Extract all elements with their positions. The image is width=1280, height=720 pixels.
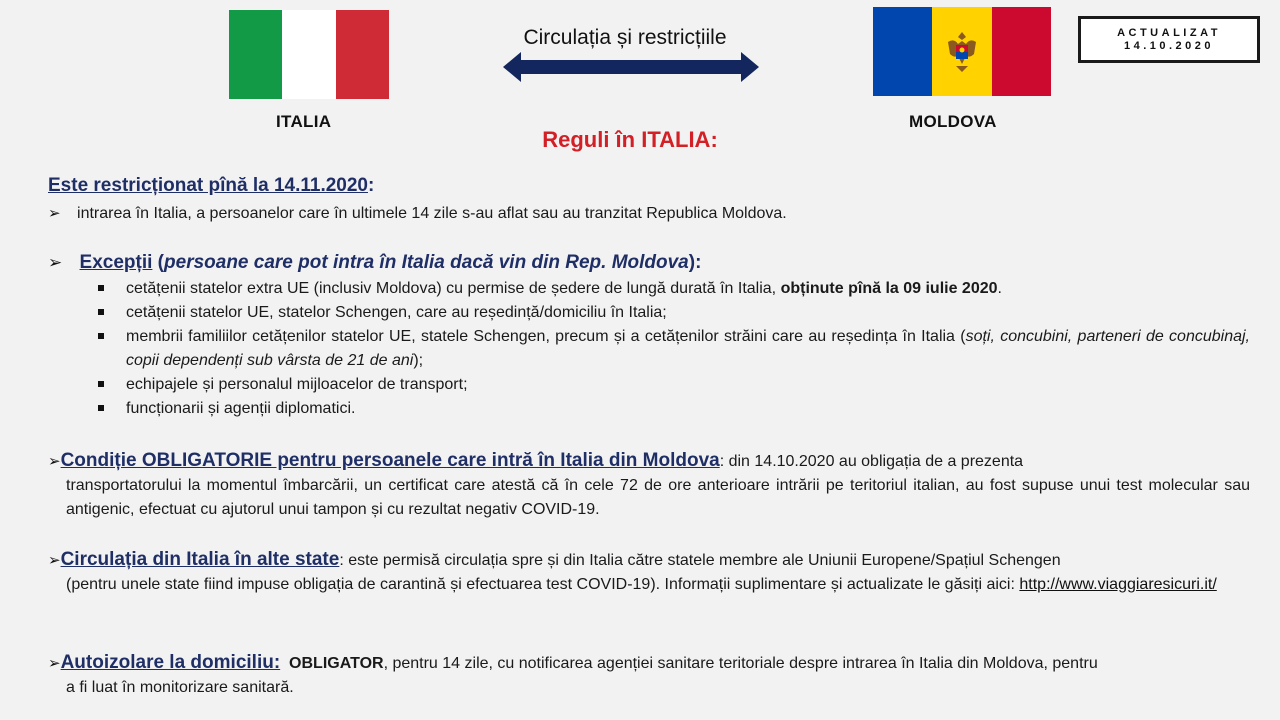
isolation-text-rest: a fi luat în monitorizare sanitară. — [66, 679, 294, 696]
exception-item-text: cetățenii statelor extra UE (inclusiv Moldova) cu permise de ședere de lungă durată în Italia, — [126, 280, 781, 297]
restriction-heading-text: Este restricționat pînă la 14.11.2020 — [48, 175, 369, 196]
italy-flag-white-stripe — [282, 10, 335, 99]
italy-flag-green-stripe — [229, 10, 282, 99]
update-date: 14.10.2020 — [1123, 40, 1215, 52]
list-item — [96, 325, 1250, 373]
circulation-title: Circulația și restricțiile — [523, 26, 727, 49]
arrow-bullet-icon: ➢ — [48, 453, 61, 470]
country-label-italy: ITALIA — [276, 112, 332, 131]
update-label: ACTUALIZAT — [1117, 27, 1221, 39]
exceptions-paren-open: ( — [152, 252, 165, 273]
exception-item-text: membrii familiilor cetățenilor statelor UE, statele Schengen, precum și a cetățenilor străini care au reședința în Italia ( — [126, 328, 966, 345]
circulation-text-rest — [48, 573, 1250, 597]
restriction-heading — [48, 175, 374, 197]
exceptions-heading-text: Excepții — [79, 252, 153, 273]
moldova-coat-of-arms-icon — [944, 28, 980, 76]
country-label-moldova: MOLDOVA — [909, 112, 997, 131]
moldova-flag-yellow-stripe — [932, 7, 991, 96]
exceptions-list — [96, 277, 1250, 421]
isolation-heading: Autoizolare la domiciliu: — [60, 652, 281, 673]
exceptions-subtitle: persoane care pot intra în Italia dacă vin din Rep. Moldova — [164, 252, 689, 273]
list-item — [96, 397, 1250, 421]
isolation-bold: OBLIGATOR — [289, 655, 384, 672]
isolation-paragraph — [48, 651, 1250, 700]
italy-flag — [229, 10, 389, 99]
condition-text-rest: transportatorului la momentul îmbarcării, un certificat care atestă că în cele 72 de ore anterioare intrării pe teritoriul italian, au fost supuse unui test molecular sau antigenic, efectuat cu ajutorul unui tampon și cu rezultat negativ COVID-19. — [66, 477, 1250, 518]
restriction-bullet-text: intrarea în Italia, a persoanelor care în ultimele 14 zile s-au aflat sau au tranzitat Republica Moldova. — [77, 205, 787, 222]
condition-text-first: : din 14.10.2020 au obligația de a prezenta — [719, 453, 1024, 470]
arrow-bullet-icon: ➢ — [48, 655, 61, 672]
circulation-text-rest-body: (pentru unele state fiind impuse obligația de carantină și efectuarea test COVID-19). Informații suplimentare și actualizate le găsiți aici: — [66, 576, 1015, 593]
condition-paragraph — [48, 449, 1250, 522]
exception-item-text: funcționarii și agenții diplomatici. — [126, 400, 356, 417]
restriction-bullet — [48, 204, 787, 223]
italy-flag-red-stripe — [336, 10, 389, 99]
condition-heading: Condiție OBLIGATORIE pentru persoanele care intră în Italia din Moldova — [60, 450, 720, 471]
exception-item-italic: soți, concubini, parteneri de concubinaj, copii dependenți sub vârsta de 21 de ani — [126, 328, 1251, 369]
circulation-paragraph — [48, 548, 1250, 597]
exceptions-paren-close: ): — [688, 252, 702, 273]
exception-item-tail: ); — [413, 352, 424, 369]
exceptions-heading — [48, 252, 701, 274]
arrow-bullet-icon: ➢ — [48, 253, 63, 272]
moldova-flag — [873, 7, 1051, 96]
moldova-flag-red-stripe — [992, 7, 1051, 96]
circulation-heading: Circulația din Italia în alte state — [60, 549, 340, 570]
double-arrow-icon — [503, 52, 759, 82]
moldova-flag-blue-stripe — [873, 7, 932, 96]
isolation-text-first: , pentru 14 zile, cu notificarea agenției sanitare teritoriale despre intrarea în Italia din Moldova, pentru — [383, 655, 1098, 672]
list-item — [96, 301, 1250, 325]
circulation-text-first: : este permisă circulația spre și din Italia către statele membre ale Uniunii Europene/Spațiul Schengen — [339, 552, 1061, 569]
arrow-bullet-icon: ➢ — [48, 205, 61, 222]
rules-title: Reguli în ITALIA: — [542, 127, 718, 152]
viaggiaresicuri-link[interactable]: http://www.viaggiaresicuri.it/ — [1019, 576, 1217, 593]
update-badge — [1078, 16, 1260, 63]
arrow-bullet-icon: ➢ — [48, 552, 61, 569]
exception-item-text: echipajele și personalul mijloacelor de transport; — [126, 376, 468, 393]
list-item — [96, 277, 1250, 301]
exception-item-text: cetățenii statelor UE, statelor Schengen, care au reședință/domiciliu în Italia; — [126, 304, 667, 321]
list-item — [96, 373, 1250, 397]
restriction-heading-colon: : — [368, 175, 375, 196]
exception-item-tail: . — [997, 280, 1002, 297]
exception-item-bold: obținute pînă la 09 iulie 2020 — [780, 280, 998, 297]
